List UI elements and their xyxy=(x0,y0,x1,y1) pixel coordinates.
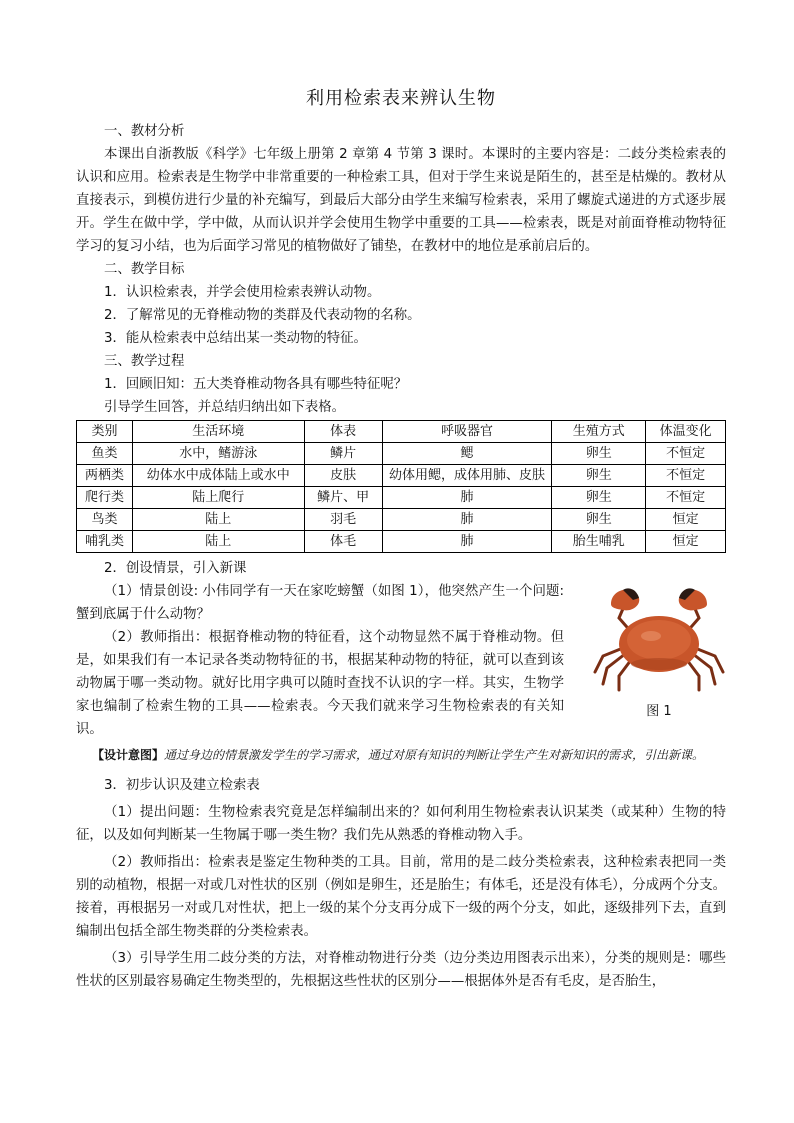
design-intent-label: 【设计意图】 xyxy=(92,748,165,762)
table-row xyxy=(77,531,726,553)
table-cell: 恒定 xyxy=(646,509,726,531)
table-header: 体温变化 xyxy=(646,421,726,443)
table-cell: 鳞片、甲 xyxy=(304,487,382,509)
table-cell: 幼体水中成体陆上或水中 xyxy=(132,465,304,487)
vertebrate-features-table xyxy=(76,420,726,553)
table-cell: 爬行类 xyxy=(77,487,133,509)
step-3-paragraph-2: （2）教师指出：检索表是鉴定生物种类的工具。目前，常用的是二歧分类检索表，这种检索表把同一类别的动植物，根据一对或几对性状的区别（例如是卵生，还是胎生；有体毛，还是没有体毛），分成两个分支。接着，再根据另一对或几对性状，把上一级的某个分支再分成下一级的两个分支，如此，逐级排列下去，直到编制出包括全部生物类群的分类检索表。 xyxy=(76,855,726,939)
step-1-title: 1．回顾旧知：五大类脊椎动物各具有哪些特征呢？ xyxy=(104,377,408,392)
table-header: 体表 xyxy=(304,421,382,443)
table-row xyxy=(77,487,726,509)
table-cell: 胎生哺乳 xyxy=(552,531,646,553)
table-header: 生活环境 xyxy=(132,421,304,443)
table-row xyxy=(77,465,726,487)
figure-caption: 图 1 xyxy=(646,704,672,719)
section-heading-3: 三、教学过程 xyxy=(104,354,185,369)
scenario-paragraph-2: （2）教师指出：根据脊椎动物的特征看，这个动物显然不属于脊椎动物。但是，如果我们有一本记录各类动物特征的书，根据某种动物的特征，就可以查到该动物属于哪一类动物。就好比用字典可以随时查找不认识的字一样。其实，生物学家也编制了检索生物的工具——检索表。今天我们就来学习生物检索表的有关知识。 xyxy=(76,630,564,737)
table-cell: 肺 xyxy=(382,487,552,509)
step-3-title: 3．初步认识及建立检索表 xyxy=(104,778,260,793)
scenario-paragraph-1: （1）情景创设: 小伟同学有一天在家吃螃蟹（如图 1），他突然产生一个问题: 蟹到底属于什么动物？ xyxy=(76,584,564,622)
table-cell: 幼体用鳃，成体用肺、皮肤 xyxy=(382,465,552,487)
section-heading-2: 二、教学目标 xyxy=(104,262,185,277)
table-cell: 鱼类 xyxy=(77,443,133,465)
table-cell: 哺乳类 xyxy=(77,531,133,553)
step-2-title: 2．创设情景，引入新课 xyxy=(104,561,247,576)
table-cell: 不恒定 xyxy=(646,465,726,487)
goal-item-3: 3．能从检索表中总结出某一类动物的特征。 xyxy=(104,331,367,346)
document-body xyxy=(76,84,726,993)
design-intent xyxy=(76,743,726,768)
table-header: 呼吸器官 xyxy=(382,421,552,443)
step-3-paragraph-3: （3）引导学生用二歧分类的方法，对脊椎动物进行分类（边分类边用图表示出来），分类的规则是：哪些性状的区别最容易确定生物类型的，先根据这些性状的区别分——根据体外是否有毛皮，是否胎生， xyxy=(76,951,726,989)
step-3-paragraph-1: （1）提出问题：生物检索表究竟是怎样编制出来的？如何利用生物检索表认识某类（或某种）生物的特征，以及如何判断某一生物属于哪一类生物？我们先从熟悉的脊椎动物入手。 xyxy=(76,805,726,843)
table-cell: 皮肤 xyxy=(304,465,382,487)
table-cell: 鳞片 xyxy=(304,443,382,465)
document-title: 利用检索表来辨认生物 xyxy=(306,88,496,109)
table-cell: 卵生 xyxy=(552,443,646,465)
table-header-row xyxy=(77,421,726,443)
section-heading-1: 一、教材分析 xyxy=(104,124,185,139)
table-header: 类别 xyxy=(77,421,133,443)
table-cell: 恒定 xyxy=(646,531,726,553)
table-cell: 陆上 xyxy=(132,531,304,553)
table-cell: 卵生 xyxy=(552,487,646,509)
scenario-block xyxy=(76,580,726,741)
table-cell: 不恒定 xyxy=(646,487,726,509)
table-cell: 肺 xyxy=(382,531,552,553)
design-intent-text: 通过身边的情景激发学生的学习需求，通过对原有知识的判断让学生产生对新知识的需求，引出新课。 xyxy=(164,748,705,762)
table-cell: 陆上 xyxy=(132,509,304,531)
goal-item-1: 1．认识检索表，并学会使用检索表辨认动物。 xyxy=(104,285,381,300)
table-cell: 水中，鳍游泳 xyxy=(132,443,304,465)
goal-item-2: 2．了解常见的无脊椎动物的类群及代表动物的名称。 xyxy=(104,308,421,323)
table-cell: 羽毛 xyxy=(304,509,382,531)
figure-1 xyxy=(588,582,730,719)
table-cell: 卵生 xyxy=(552,465,646,487)
table-cell: 陆上爬行 xyxy=(132,487,304,509)
table-row xyxy=(77,509,726,531)
crab-icon xyxy=(589,582,729,692)
table-cell: 鸟类 xyxy=(77,509,133,531)
step-1-note: 引导学生回答，并总结归纳出如下表格。 xyxy=(104,400,346,415)
table-cell: 体毛 xyxy=(304,531,382,553)
table-cell: 两栖类 xyxy=(77,465,133,487)
table-header: 生殖方式 xyxy=(552,421,646,443)
table-cell: 卵生 xyxy=(552,509,646,531)
table-cell: 不恒定 xyxy=(646,443,726,465)
section-1-paragraph: 本课出自浙教版《科学》七年级上册第 2 章第 4 节第 3 课时。本课时的主要内容是：二歧分类检索表的认识和应用。检索表是生物学中非常重要的一种检索工具，但对于学生来说是陌生的，甚至是枯燥的。教材从直接表示，到模仿进行少量的补充编写，到最后大部分由学生来编写检索表，采用了螺旋式递进的方式逐步展开。学生在做中学，学中做，从而认识并学会使用生物学中重要的工具——检索表，既是对前面脊椎动物特征学习的复习小结，也为后面学习常见的植物做好了铺垫，在教材中的地位是承前启后的。 xyxy=(76,147,726,254)
table-row xyxy=(77,443,726,465)
table-cell: 鳃 xyxy=(382,443,552,465)
table-cell: 肺 xyxy=(382,509,552,531)
